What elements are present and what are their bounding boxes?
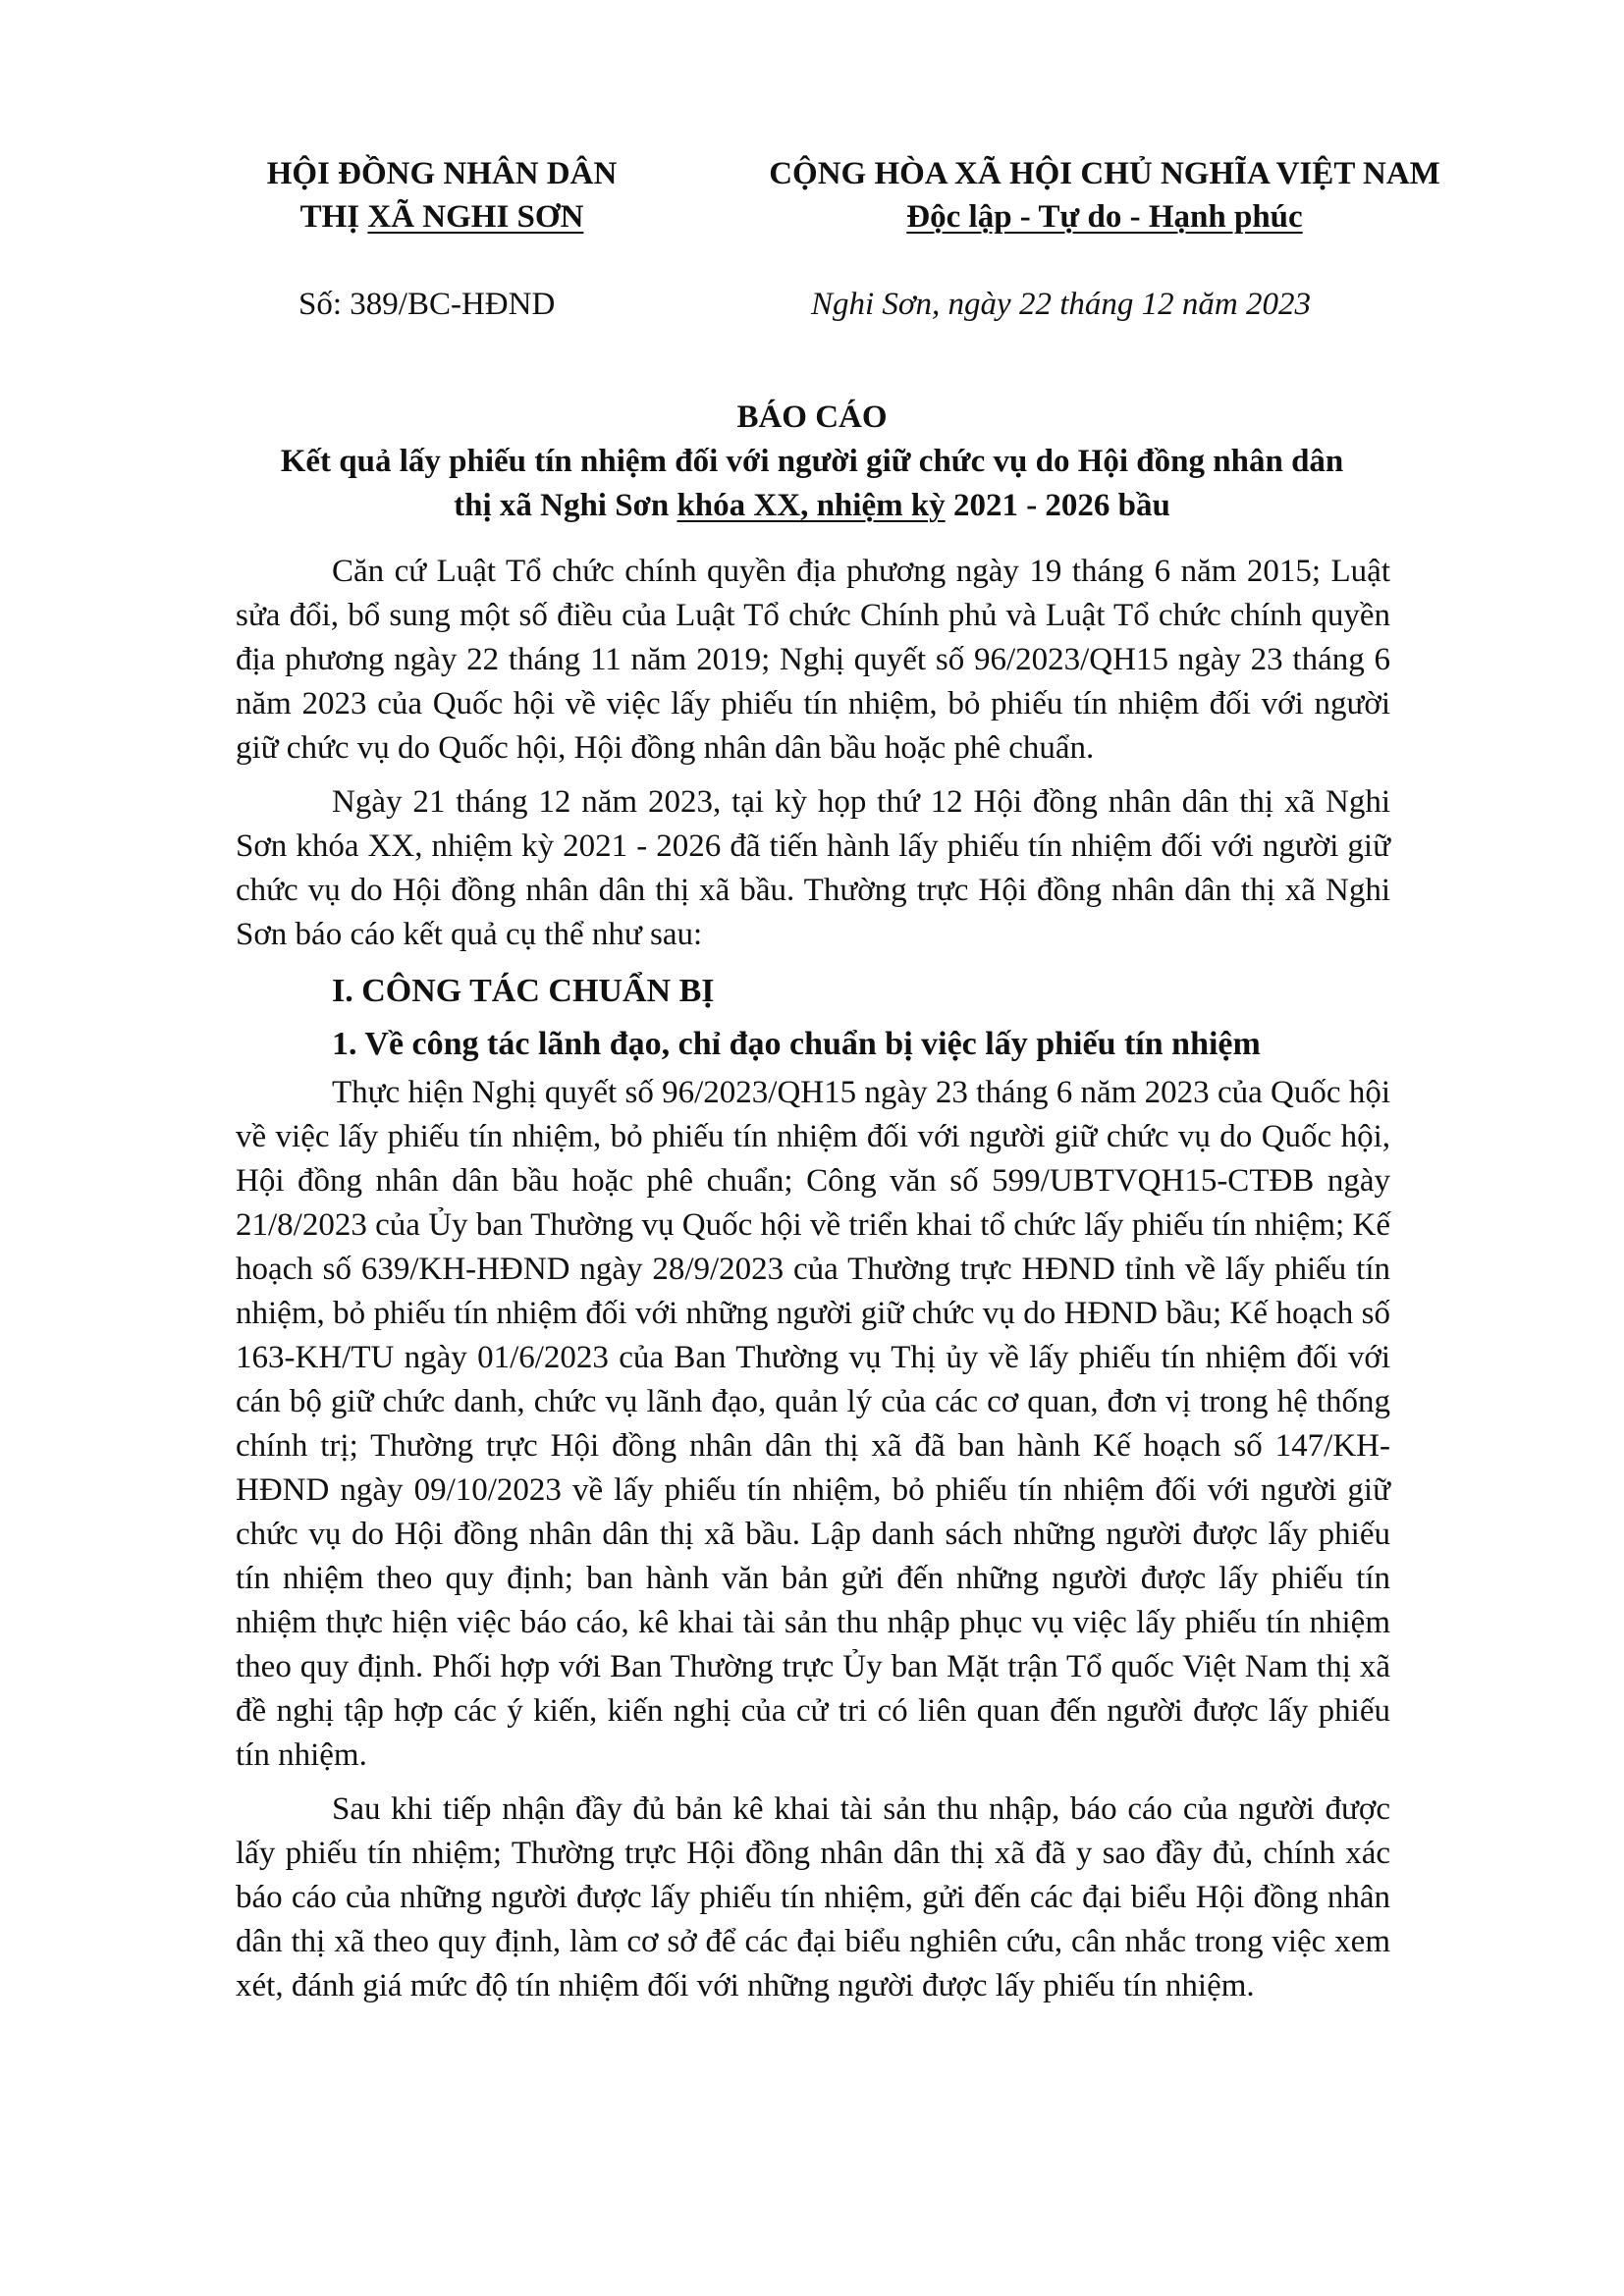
title-line-3-underlined: khóa XX, nhiệm kỳ — [677, 488, 946, 523]
paragraph-after-receipt: Sau khi tiếp nhận đầy đủ bản kê khai tài sản thu nhập, báo cáo của người được lấy phiếu tín nhiệm; Thường trực Hội đồng nhân dân thị xã đã y sao đầy đủ, chính xác báo cáo của những người được lấy phiếu tín nhiệm, gửi đến các đại biểu Hội đồng nhân dân thị xã theo quy định, làm cơ sở để các đại biểu nghiên cứu, cân nhắc trong việc xem xét, đánh giá mức độ tín nhiệm đối với những người được lấy phiếu tín nhiệm. — [236, 1791, 1390, 2003]
title-line-3-suffix: 2021 - 2026 bầu — [945, 488, 1170, 523]
document-number: Số: 389/BC-HĐND — [298, 287, 556, 322]
country-name: CỘNG HÒA XÃ HỘI CHỦ NGHĨA VIỆT NAM — [769, 156, 1440, 191]
document-date: Nghi Sơn, ngày 22 tháng 12 năm 2023 — [811, 287, 1311, 322]
authority-line-2-underlined: XÃ NGHI SƠN — [367, 199, 584, 235]
document-body — [236, 550, 1390, 2018]
title-line-3-prefix: thị xã Nghi Sơn — [454, 488, 677, 523]
authority-line-2-prefix: THỊ — [299, 199, 368, 235]
section-heading-preparation: I. CÔNG TÁC CHUẨN BỊ — [332, 973, 715, 1009]
subsection-heading-leadership: 1. Về công tác lãnh đạo, chỉ đạo chuẩn bị việc lấy phiếu tín nhiệm — [332, 1026, 1261, 1062]
authority-line-1: HỘI ĐỒNG NHÂN DÂN — [266, 156, 618, 191]
national-motto — [677, 152, 1532, 239]
title-line-3 — [147, 484, 1477, 528]
paragraph-legal-basis: Căn cứ Luật Tổ chức chính quyền địa phương ngày 19 tháng 6 năm 2015; Luật sửa đổi, bổ sung một số điều của Luật Tổ chức Chính phủ và Luật Tổ chức chính quyền địa phương ngày 22 tháng 11 năm 2019; Nghị quyết số 96/2023/QH15 ngày 23 tháng 6 năm 2023 của Quốc hội về việc lấy phiếu tín nhiệm, bỏ phiếu tín nhiệm đối với người giữ chức vụ do Quốc hội, Hội đồng nhân dân bầu hoặc phê chuẩn. — [236, 554, 1390, 766]
paragraph-implementation: Thực hiện Nghị quyết số 96/2023/QH15 ngày 23 tháng 6 năm 2023 của Quốc hội về việc lấy phiếu tín nhiệm, bỏ phiếu tín nhiệm đối với người giữ chức vụ do Quốc hội, Hội đồng nhân dân bầu hoặc phê chuẩn; Công văn số 599/UBTVQH15-CTĐB ngày 21/8/2023 của Ủy ban Thường vụ Quốc hội về triển khai tổ chức lấy phiếu tín nhiệm; Kế hoạch số 639/KH-HĐND ngày 28/9/2023 của Thường trực HĐND tỉnh về lấy phiếu tín nhiệm, bỏ phiếu tín nhiệm đối với những người giữ chức vụ do HĐND bầu; Kế hoạch số 163-KH/TU ngày 01/6/2023 của Ban Thường vụ Thị ủy về lấy phiếu tín nhiệm đối với cán bộ giữ chức danh, chức vụ lãnh đạo, quản lý của các cơ quan, đơn vị trong hệ thống chính trị; Thường trực Hội đồng nhân dân thị xã đã ban hành Kế hoạch số 147/KH-HĐND ngày 09/10/2023 về lấy phiếu tín nhiệm, bỏ phiếu tín nhiệm đối với người giữ chức vụ do Hội đồng nhân dân thị xã bầu. Lập danh sách những người được lấy phiếu tín nhiệm theo quy định; ban hành văn bản gửi đến những người được lấy phiếu tín nhiệm thực hiện việc báo cáo, kê khai tài sản thu nhập phục vụ việc lấy phiếu tín nhiệm theo quy định. Phối hợp với Ban Thường trực Ủy ban Mặt trận Tổ quốc Việt Nam thị xã đề nghị tập hợp các ý kiến, kiến nghị của cử tri có liên quan đến người được lấy phiếu tín nhiệm. — [236, 1075, 1390, 1773]
motto-text: Độc lập - Tự do - Hạnh phúc — [906, 199, 1303, 235]
document-title — [147, 396, 1477, 528]
motto-line — [677, 195, 1532, 239]
authority-line-2 — [196, 195, 687, 239]
title-line-2: Kết quả lấy phiếu tín nhiệm đối với người giữ chức vụ do Hội đồng nhân dân — [280, 444, 1344, 479]
title-heading: BÁO CÁO — [736, 400, 888, 435]
issuing-authority — [196, 152, 687, 239]
paragraph-session-intro: Ngày 21 tháng 12 năm 2023, tại kỳ họp thứ 12 Hội đồng nhân dân thị xã Nghi Sơn khóa XX, nhiệm kỳ 2021 - 2026 đã tiến hành lấy phiếu tín nhiệm đối với người giữ chức vụ do Hội đồng nhân dân thị xã bầu. Thường trực Hội đồng nhân dân thị xã Nghi Sơn báo cáo kết quả cụ thể như sau: — [236, 784, 1390, 952]
